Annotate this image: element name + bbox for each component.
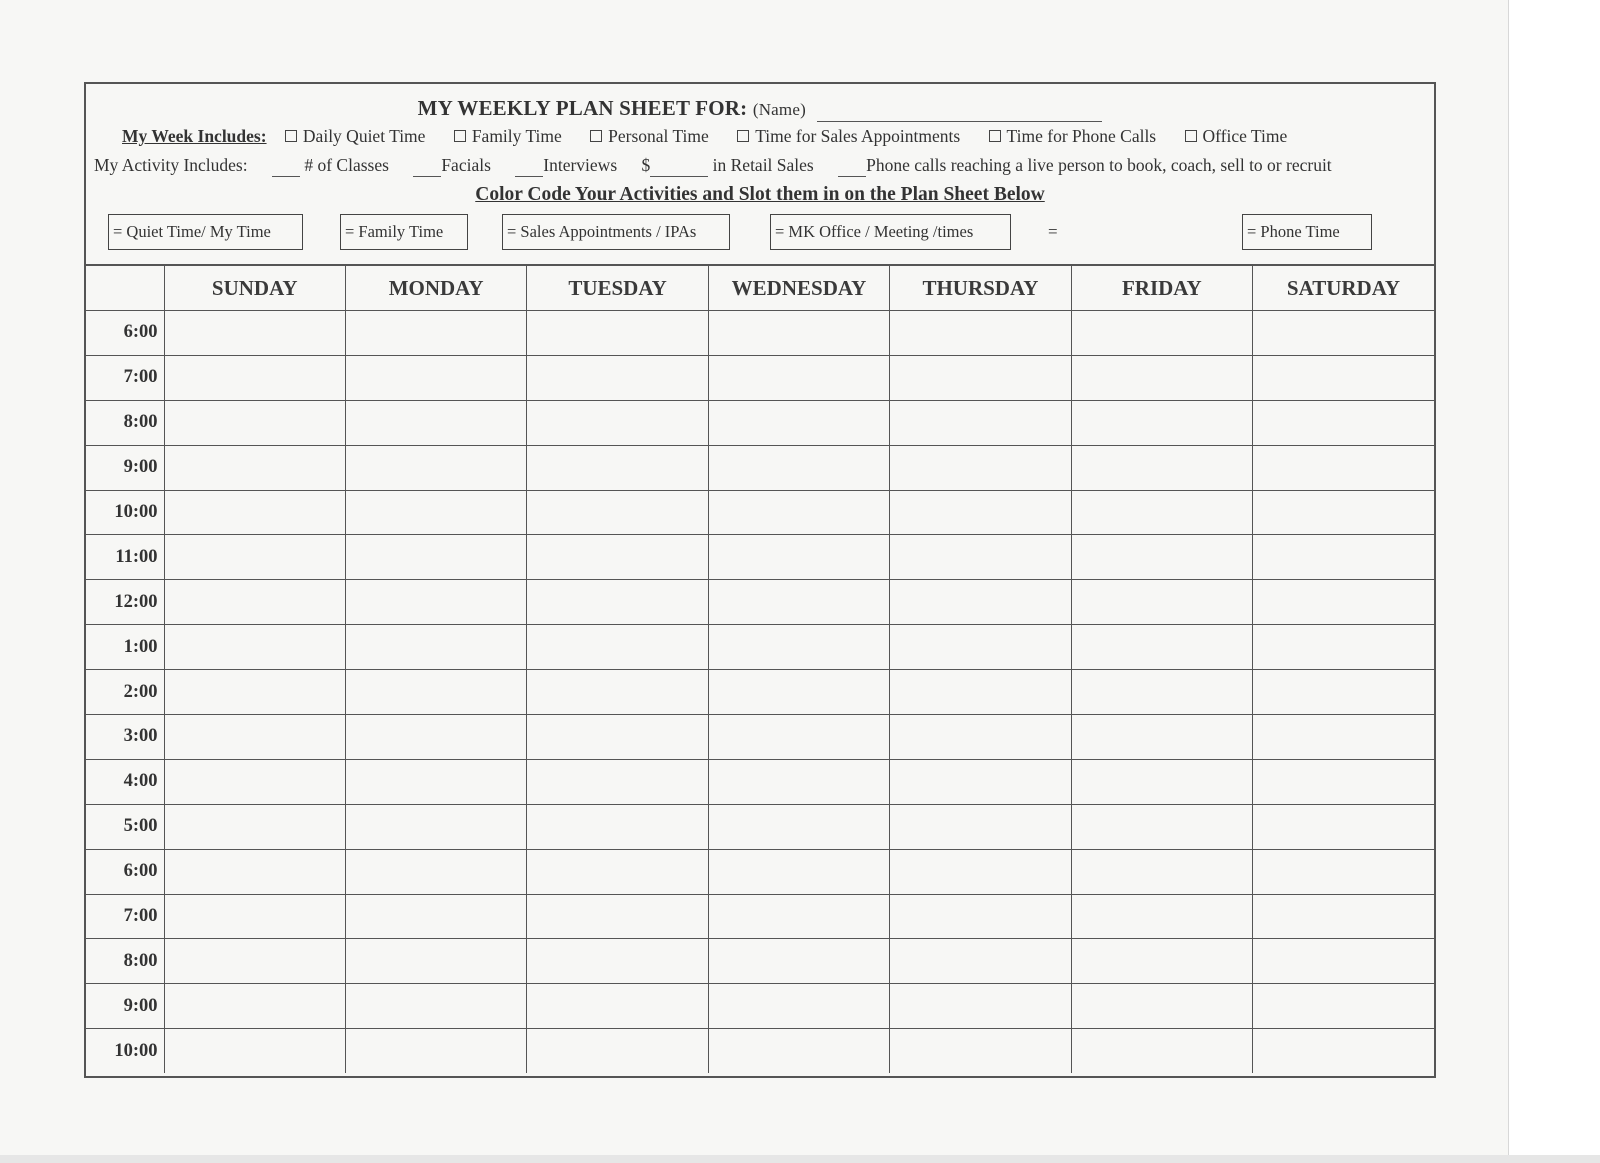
schedule-cell-tuesday[interactable] (527, 1029, 708, 1073)
schedule-cell-friday[interactable] (1071, 625, 1252, 670)
schedule-cell-sunday[interactable] (164, 625, 345, 670)
day-header-monday: MONDAY (345, 265, 526, 311)
schedule-cell-thursday[interactable] (890, 535, 1071, 580)
schedule-cell-saturday[interactable] (1253, 715, 1434, 760)
schedule-cell-sunday[interactable] (164, 670, 345, 715)
schedule-cell-monday[interactable] (345, 894, 526, 939)
schedule-cell-monday[interactable] (345, 715, 526, 760)
schedule-cell-monday[interactable] (345, 1029, 526, 1073)
day-header-row (86, 265, 1434, 311)
schedule-cell-wednesday[interactable] (708, 984, 889, 1029)
schedule-cell-sunday[interactable] (164, 939, 345, 984)
schedule-cell-saturday[interactable] (1253, 939, 1434, 984)
dollar-sign: $ (641, 155, 651, 175)
name-label: (Name) (752, 100, 806, 119)
week-includes-row (122, 126, 1287, 147)
time-row (86, 939, 1434, 984)
schedule-cell-tuesday[interactable] (527, 625, 708, 670)
time-label: 7:00 (86, 894, 164, 939)
option-daily-quiet-time[interactable]: Daily Quiet Time (285, 126, 426, 147)
schedule-cell-saturday[interactable] (1253, 580, 1434, 625)
day-header-saturday: SATURDAY (1253, 265, 1434, 311)
schedule-cell-wednesday[interactable] (708, 670, 889, 715)
schedule-cell-monday[interactable] (345, 580, 526, 625)
schedule-cell-thursday[interactable] (890, 400, 1071, 445)
schedule-cell-tuesday[interactable] (527, 939, 708, 984)
time-label: 1:00 (86, 625, 164, 670)
option-family-time[interactable]: Family Time (454, 126, 562, 147)
schedule-cell-monday[interactable] (345, 400, 526, 445)
phone-calls-blank[interactable] (838, 155, 866, 177)
schedule-cell-sunday[interactable] (164, 715, 345, 760)
time-label: 8:00 (86, 400, 164, 445)
schedule-cell-friday[interactable] (1071, 984, 1252, 1029)
legend-family-time[interactable]: = Family Time (340, 214, 468, 250)
schedule-cell-sunday[interactable] (164, 355, 345, 400)
schedule-cell-wednesday[interactable] (708, 400, 889, 445)
schedule-cell-wednesday[interactable] (708, 894, 889, 939)
day-header-wednesday: WEDNESDAY (708, 265, 889, 311)
schedule-cell-thursday[interactable] (890, 804, 1071, 849)
schedule-cell-sunday[interactable] (164, 400, 345, 445)
schedule-cell-saturday[interactable] (1253, 894, 1434, 939)
schedule-cell-tuesday[interactable] (527, 759, 708, 804)
checkbox-icon[interactable] (285, 130, 297, 142)
schedule-cell-thursday[interactable] (890, 580, 1071, 625)
schedule-cell-friday[interactable] (1071, 894, 1252, 939)
legend-mk-office[interactable]: = MK Office / Meeting /times (770, 214, 1011, 250)
time-row (86, 1029, 1434, 1073)
interviews-blank[interactable] (515, 155, 543, 177)
schedule-cell-tuesday[interactable] (527, 490, 708, 535)
schedule-cell-wednesday[interactable] (708, 445, 889, 490)
schedule-cell-sunday[interactable] (164, 535, 345, 580)
time-label: 6:00 (86, 849, 164, 894)
scan-bottom-edge (0, 1155, 1600, 1163)
time-label: 5:00 (86, 804, 164, 849)
schedule-cell-monday[interactable] (345, 804, 526, 849)
time-row (86, 490, 1434, 535)
schedule-cell-saturday[interactable] (1253, 311, 1434, 356)
schedule-cell-tuesday[interactable] (527, 715, 708, 760)
time-label: 12:00 (86, 580, 164, 625)
schedule-cell-wednesday[interactable] (708, 804, 889, 849)
schedule-cell-friday[interactable] (1071, 400, 1252, 445)
scan-page-edge (1508, 0, 1600, 1163)
schedule-cell-friday[interactable] (1071, 670, 1252, 715)
time-row (86, 311, 1434, 356)
schedule-cell-wednesday[interactable] (708, 849, 889, 894)
schedule-cell-monday[interactable] (345, 984, 526, 1029)
schedule-cell-wednesday[interactable] (708, 939, 889, 984)
time-label: 10:00 (86, 1029, 164, 1073)
schedule-cell-wednesday[interactable] (708, 535, 889, 580)
option-phone-calls[interactable]: Time for Phone Calls (989, 126, 1157, 147)
title-text: MY WEEKLY PLAN SHEET FOR: (417, 96, 748, 120)
retail-sales-blank[interactable] (650, 155, 708, 177)
time-row (86, 759, 1434, 804)
sheet-title (86, 96, 1434, 122)
schedule-cell-tuesday[interactable] (527, 849, 708, 894)
facials-blank[interactable] (413, 155, 441, 177)
time-row (86, 894, 1434, 939)
time-row (86, 535, 1434, 580)
color-code-heading: Color Code Your Activities and Slot them in on the Plan Sheet Below (475, 184, 1045, 205)
time-row (86, 984, 1434, 1029)
schedule-cell-sunday[interactable] (164, 804, 345, 849)
facials-label: Facials (441, 155, 491, 175)
time-label: 7:00 (86, 355, 164, 400)
schedule-cell-friday[interactable] (1071, 445, 1252, 490)
schedule-cell-monday[interactable] (345, 445, 526, 490)
schedule-cell-monday[interactable] (345, 939, 526, 984)
checkbox-icon[interactable] (737, 130, 749, 142)
schedule-cell-tuesday[interactable] (527, 670, 708, 715)
schedule-body (86, 311, 1434, 1074)
classes-label: # of Classes (304, 155, 389, 175)
schedule-cell-sunday[interactable] (164, 311, 345, 356)
schedule-cell-friday[interactable] (1071, 804, 1252, 849)
weekly-plan-sheet (84, 82, 1436, 1078)
time-label: 4:00 (86, 759, 164, 804)
day-header-friday: FRIDAY (1071, 265, 1252, 311)
phone-calls-label: Phone calls reaching a live person to book, coach, sell to or recruit (866, 155, 1332, 175)
time-label: 2:00 (86, 670, 164, 715)
checkbox-icon[interactable] (454, 130, 466, 142)
schedule-cell-friday[interactable] (1071, 849, 1252, 894)
schedule-cell-sunday[interactable] (164, 984, 345, 1029)
schedule-cell-tuesday[interactable] (527, 984, 708, 1029)
schedule-cell-tuesday[interactable] (527, 804, 708, 849)
schedule-cell-saturday[interactable] (1253, 670, 1434, 715)
day-header-thursday: THURSDAY (890, 265, 1071, 311)
schedule-cell-saturday[interactable] (1253, 400, 1434, 445)
classes-blank[interactable] (272, 155, 300, 177)
schedule-cell-sunday[interactable] (164, 580, 345, 625)
schedule-cell-monday[interactable] (345, 625, 526, 670)
schedule-cell-wednesday[interactable] (708, 311, 889, 356)
schedule-cell-wednesday[interactable] (708, 625, 889, 670)
schedule-cell-monday[interactable] (345, 849, 526, 894)
schedule-cell-friday[interactable] (1071, 355, 1252, 400)
schedule-cell-sunday[interactable] (164, 894, 345, 939)
time-row (86, 625, 1434, 670)
schedule-cell-tuesday[interactable] (527, 311, 708, 356)
schedule-cell-monday[interactable] (345, 670, 526, 715)
option-sales-appointments[interactable]: Time for Sales Appointments (737, 126, 960, 147)
schedule-cell-saturday[interactable] (1253, 1029, 1434, 1073)
schedule-cell-sunday[interactable] (164, 849, 345, 894)
schedule-cell-friday[interactable] (1071, 715, 1252, 760)
time-row (86, 804, 1434, 849)
time-row (86, 580, 1434, 625)
schedule-cell-thursday[interactable] (890, 849, 1071, 894)
time-row (86, 445, 1434, 490)
time-label: 9:00 (86, 984, 164, 1029)
option-office-time[interactable]: Office Time (1185, 126, 1288, 147)
schedule-cell-wednesday[interactable] (708, 580, 889, 625)
sheet-header (86, 84, 1434, 266)
schedule-cell-wednesday[interactable] (708, 490, 889, 535)
schedule-cell-friday[interactable] (1071, 759, 1252, 804)
retail-sales-label: in Retail Sales (712, 155, 814, 175)
schedule-cell-monday[interactable] (345, 311, 526, 356)
schedule-cell-thursday[interactable] (890, 355, 1071, 400)
time-row (86, 400, 1434, 445)
activity-includes-label: My Activity Includes: (94, 155, 248, 175)
day-header-tuesday: TUESDAY (527, 265, 708, 311)
schedule-cell-tuesday[interactable] (527, 894, 708, 939)
schedule-cell-sunday[interactable] (164, 490, 345, 535)
schedule-grid (86, 264, 1434, 1073)
checkbox-icon[interactable] (989, 130, 1001, 142)
schedule-cell-thursday[interactable] (890, 759, 1071, 804)
schedule-cell-monday[interactable] (345, 535, 526, 580)
schedule-cell-wednesday[interactable] (708, 1029, 889, 1073)
interviews-label: Interviews (543, 155, 618, 175)
time-label: 3:00 (86, 715, 164, 760)
schedule-cell-saturday[interactable] (1253, 804, 1434, 849)
schedule-cell-thursday[interactable] (890, 445, 1071, 490)
schedule-cell-sunday[interactable] (164, 445, 345, 490)
schedule-cell-friday[interactable] (1071, 535, 1252, 580)
schedule-cell-tuesday[interactable] (527, 445, 708, 490)
corner-cell (86, 265, 164, 311)
schedule-cell-saturday[interactable] (1253, 984, 1434, 1029)
schedule-cell-thursday[interactable] (890, 311, 1071, 356)
schedule-cell-tuesday[interactable] (527, 535, 708, 580)
schedule-cell-friday[interactable] (1071, 311, 1252, 356)
option-personal-time[interactable]: Personal Time (590, 126, 709, 147)
schedule-cell-friday[interactable] (1071, 580, 1252, 625)
schedule-cell-monday[interactable] (345, 759, 526, 804)
checkbox-icon[interactable] (1185, 130, 1197, 142)
legend-blank: = (1048, 222, 1058, 241)
schedule-cell-saturday[interactable] (1253, 625, 1434, 670)
schedule-cell-saturday[interactable] (1253, 849, 1434, 894)
schedule-cell-saturday[interactable] (1253, 759, 1434, 804)
schedule-cell-thursday[interactable] (890, 490, 1071, 535)
schedule-cell-friday[interactable] (1071, 939, 1252, 984)
schedule-cell-saturday[interactable] (1253, 490, 1434, 535)
schedule-cell-friday[interactable] (1071, 1029, 1252, 1073)
time-label: 8:00 (86, 939, 164, 984)
schedule-cell-tuesday[interactable] (527, 580, 708, 625)
week-includes-label: My Week Includes: (122, 126, 267, 146)
legend-phone-time[interactable]: = Phone Time (1242, 214, 1372, 250)
schedule-cell-tuesday[interactable] (527, 355, 708, 400)
schedule-cell-thursday[interactable] (890, 894, 1071, 939)
time-label: 10:00 (86, 490, 164, 535)
time-row (86, 849, 1434, 894)
schedule-cell-thursday[interactable] (890, 670, 1071, 715)
schedule-cell-wednesday[interactable] (708, 355, 889, 400)
schedule-cell-friday[interactable] (1071, 490, 1252, 535)
time-label: 11:00 (86, 535, 164, 580)
schedule-cell-monday[interactable] (345, 490, 526, 535)
activity-includes-row (94, 155, 1332, 177)
time-label: 9:00 (86, 445, 164, 490)
legend-quiet-time[interactable]: = Quiet Time/ My Time (108, 214, 303, 250)
time-row (86, 715, 1434, 760)
schedule-cell-saturday[interactable] (1253, 445, 1434, 490)
schedule-cell-thursday[interactable] (890, 715, 1071, 760)
schedule-cell-thursday[interactable] (890, 939, 1071, 984)
schedule-cell-thursday[interactable] (890, 1029, 1071, 1073)
schedule-cell-wednesday[interactable] (708, 759, 889, 804)
time-row (86, 670, 1434, 715)
schedule-cell-thursday[interactable] (890, 625, 1071, 670)
schedule-cell-saturday[interactable] (1253, 535, 1434, 580)
schedule-cell-tuesday[interactable] (527, 400, 708, 445)
legend-sales-appointments[interactable]: = Sales Appointments / IPAs (502, 214, 730, 250)
schedule-cell-monday[interactable] (345, 355, 526, 400)
schedule-cell-saturday[interactable] (1253, 355, 1434, 400)
name-field[interactable] (817, 96, 1102, 122)
schedule-cell-sunday[interactable] (164, 1029, 345, 1073)
checkbox-icon[interactable] (590, 130, 602, 142)
schedule-cell-thursday[interactable] (890, 984, 1071, 1029)
time-label: 6:00 (86, 311, 164, 356)
time-row (86, 355, 1434, 400)
schedule-cell-sunday[interactable] (164, 759, 345, 804)
day-header-sunday: SUNDAY (164, 265, 345, 311)
schedule-cell-wednesday[interactable] (708, 715, 889, 760)
